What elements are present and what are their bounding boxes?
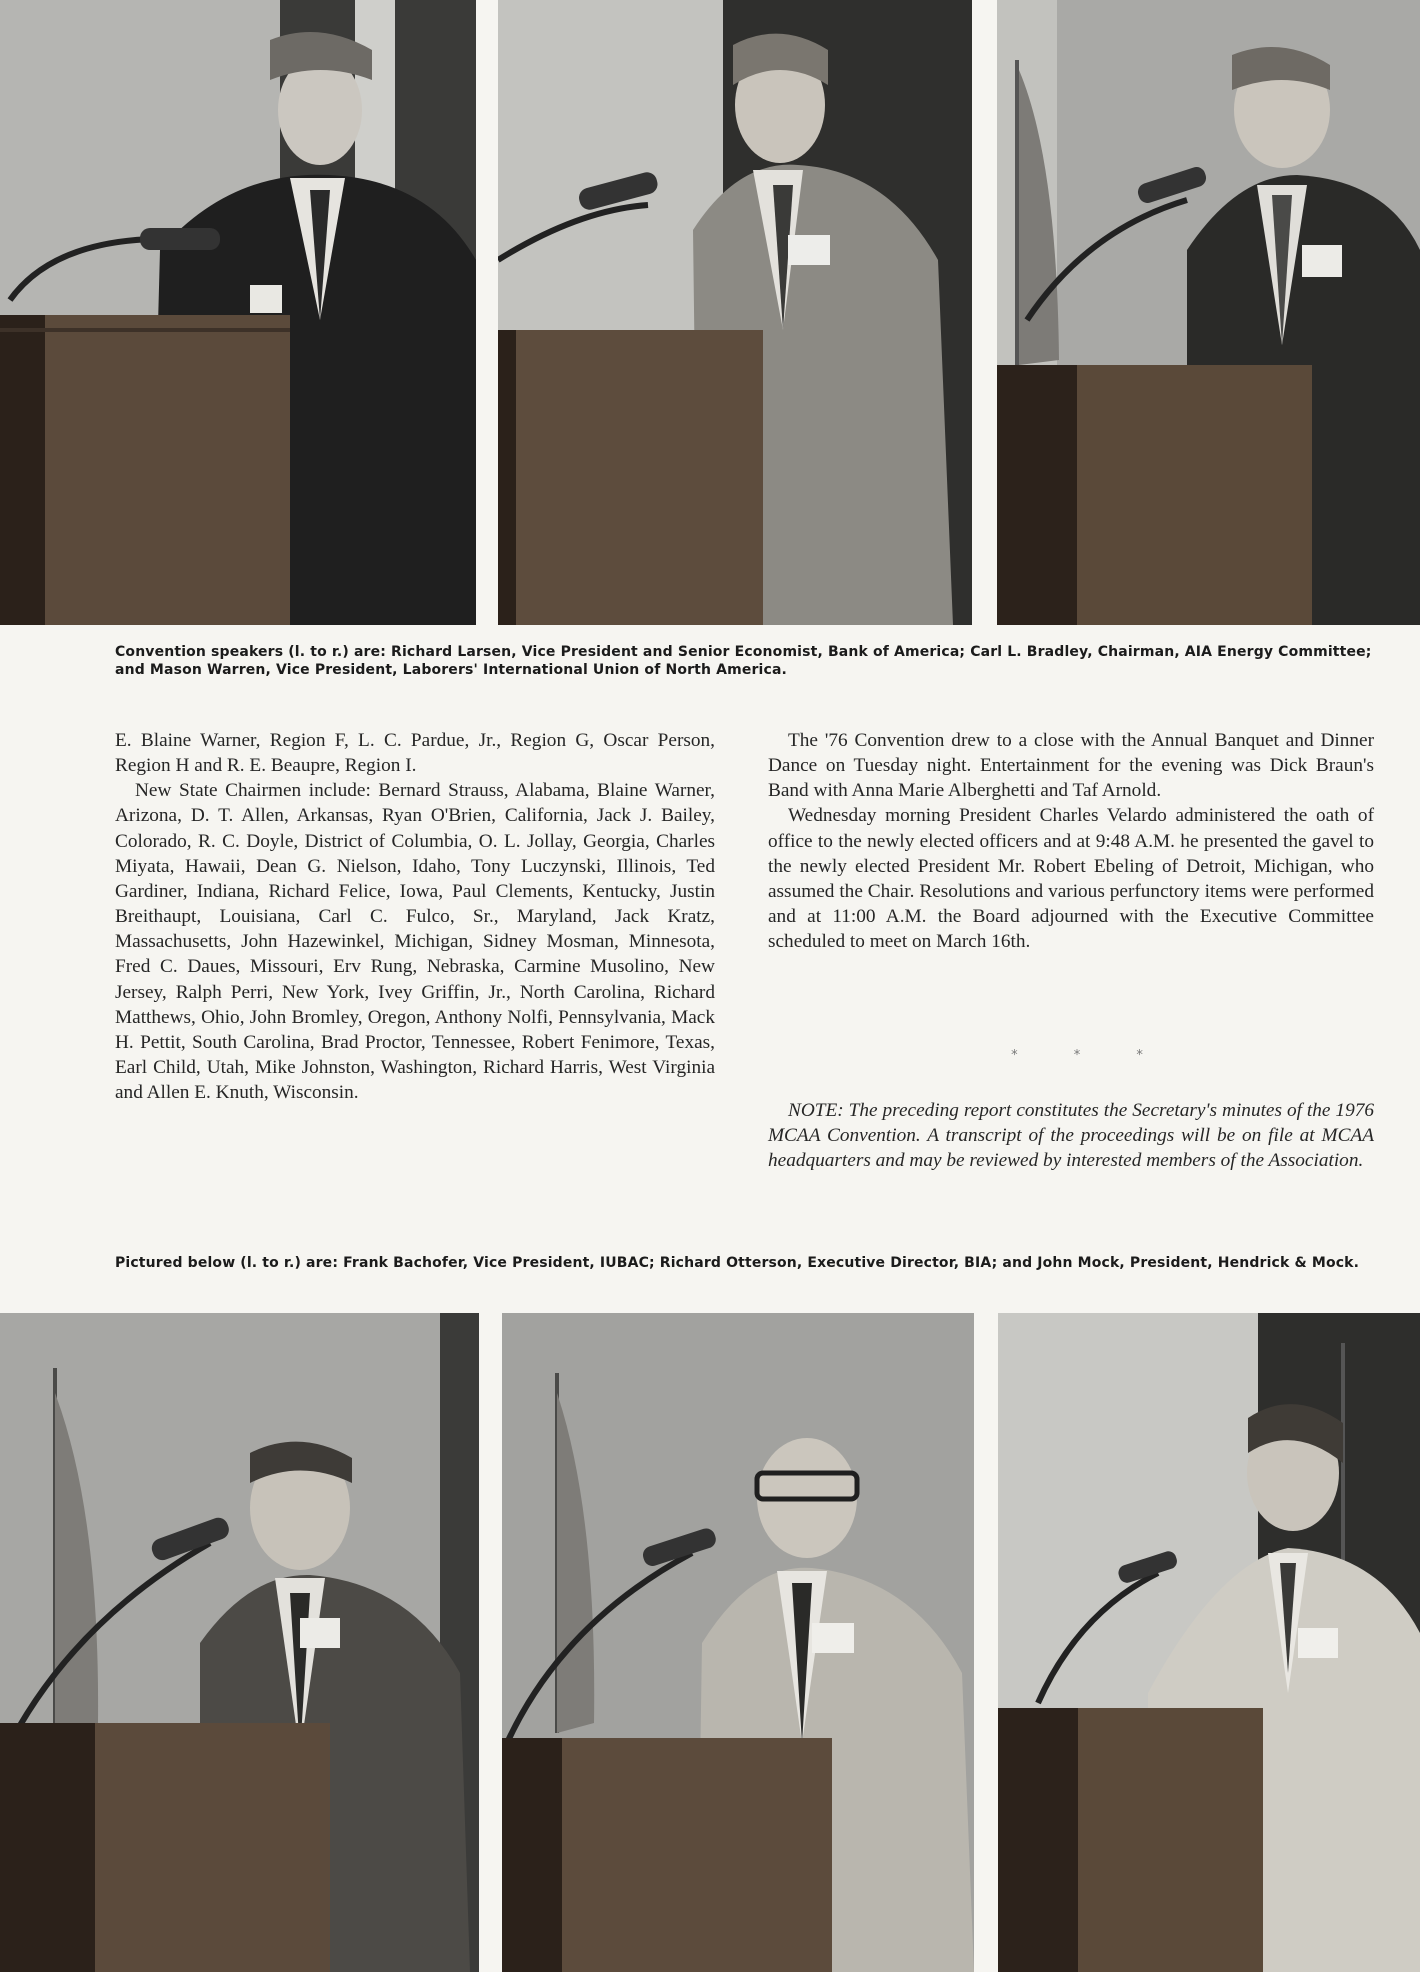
photo-frank-bachofer	[0, 1313, 479, 1972]
photo-speaker-richard-larsen	[0, 0, 476, 625]
note-text: NOTE: The preceding report constitutes the Secretary's minutes of the 1976 MCAA Convention. A transcript of the proceedings will be on file at MCAA headquarters and may be reviewed by interested members of the Association.	[768, 1100, 1374, 1172]
top-photo-caption: Convention speakers (l. to r.) are: Richard Larsen, Vice President and Senior Economist, Bank of America; Carl L. Bradley, Chairman, AIA Energy Committee; and Mason Warren, Vice President, Laborers' International Union of North America.	[115, 644, 1372, 678]
right-paragraph-banquet: The '76 Convention drew to a close with the Annual Banquet and Dinner Dance on Tuesday night. Entertainment for the evening was Dick Braun's Band with Anna Marie Alberghetti and Taf Arnold.	[768, 730, 1374, 802]
right-paragraph-wednesday: Wednesday morning President Charles Velardo administered the oath of office to the newly elected officers and at 9:48 A.M. he presented the gavel to the newly elected President Mr. Robert Ebeling of Detroit, Michigan, who assumed the Chair. Resolutions and various perfunctory items were performed and at 11:00 A.M. the Board adjourned with the Executive Committee scheduled to meet on March 16th.	[768, 805, 1374, 953]
photo-richard-otterson	[502, 1313, 974, 1972]
photo-speaker-mason-warren	[997, 0, 1420, 625]
bottom-photo-caption: Pictured below (l. to r.) are: Frank Bachofer, Vice President, IUBAC; Richard Otterson, Executive Director, BIA; and John Mock, President, Hendrick & Mock.	[115, 1255, 1360, 1271]
photo-john-mock	[998, 1313, 1420, 1972]
left-paragraph-state-chairmen: New State Chairmen include: Bernard Strauss, Alabama, Blaine Warner, Arizona, D. T. Allen, Arkansas, Ryan O'Brien, California, Jack J. Bailey, Colorado, R. C. Doyle, District of Columbia, O. L. Jollay, Georgia, Charles Miyata, Hawaii, Dean G. Nielson, Idaho, Tony Luczynski, Illinois, Ted Gardiner, Indiana, Richard Felice, Iowa, Paul Clements, Kentucky, Justin Breithaupt, Louisiana, Carl C. Fulco, Sr., Maryland, Jack Kratz, Massachusetts, John Hazewinkel, Michigan, Sidney Mosman, Minnesota, Fred C. Daues, Missouri, Erv Rung, Nebraska, Carmine Musolino, New Jersey, Ralph Perri, New York, Ivey Griffin, Jr., North Carolina, Richard Matthews, Ohio, John Bromley, Oregon, Anthony Nolfi, Pennsylvania, Mack H. Pettit, South Carolina, Brad Proctor, Tennessee, Robert Fenimore, Texas, Earl Child, Utah, Mike Johnston, Washington, Richard Harris, West Virginia and Allen E. Knuth, Wisconsin.	[115, 780, 715, 1104]
section-separator: * * *	[1011, 1048, 1169, 1063]
left-text-column	[115, 728, 715, 1105]
left-paragraph-regions: E. Blaine Warner, Region F, L. C. Pardue, Jr., Region G, Oscar Person, Region H and R. E. Beaupre, Region I.	[115, 730, 715, 777]
secretary-note	[768, 1098, 1374, 1173]
photo-speaker-carl-bradley	[498, 0, 972, 625]
right-text-column	[768, 728, 1374, 954]
